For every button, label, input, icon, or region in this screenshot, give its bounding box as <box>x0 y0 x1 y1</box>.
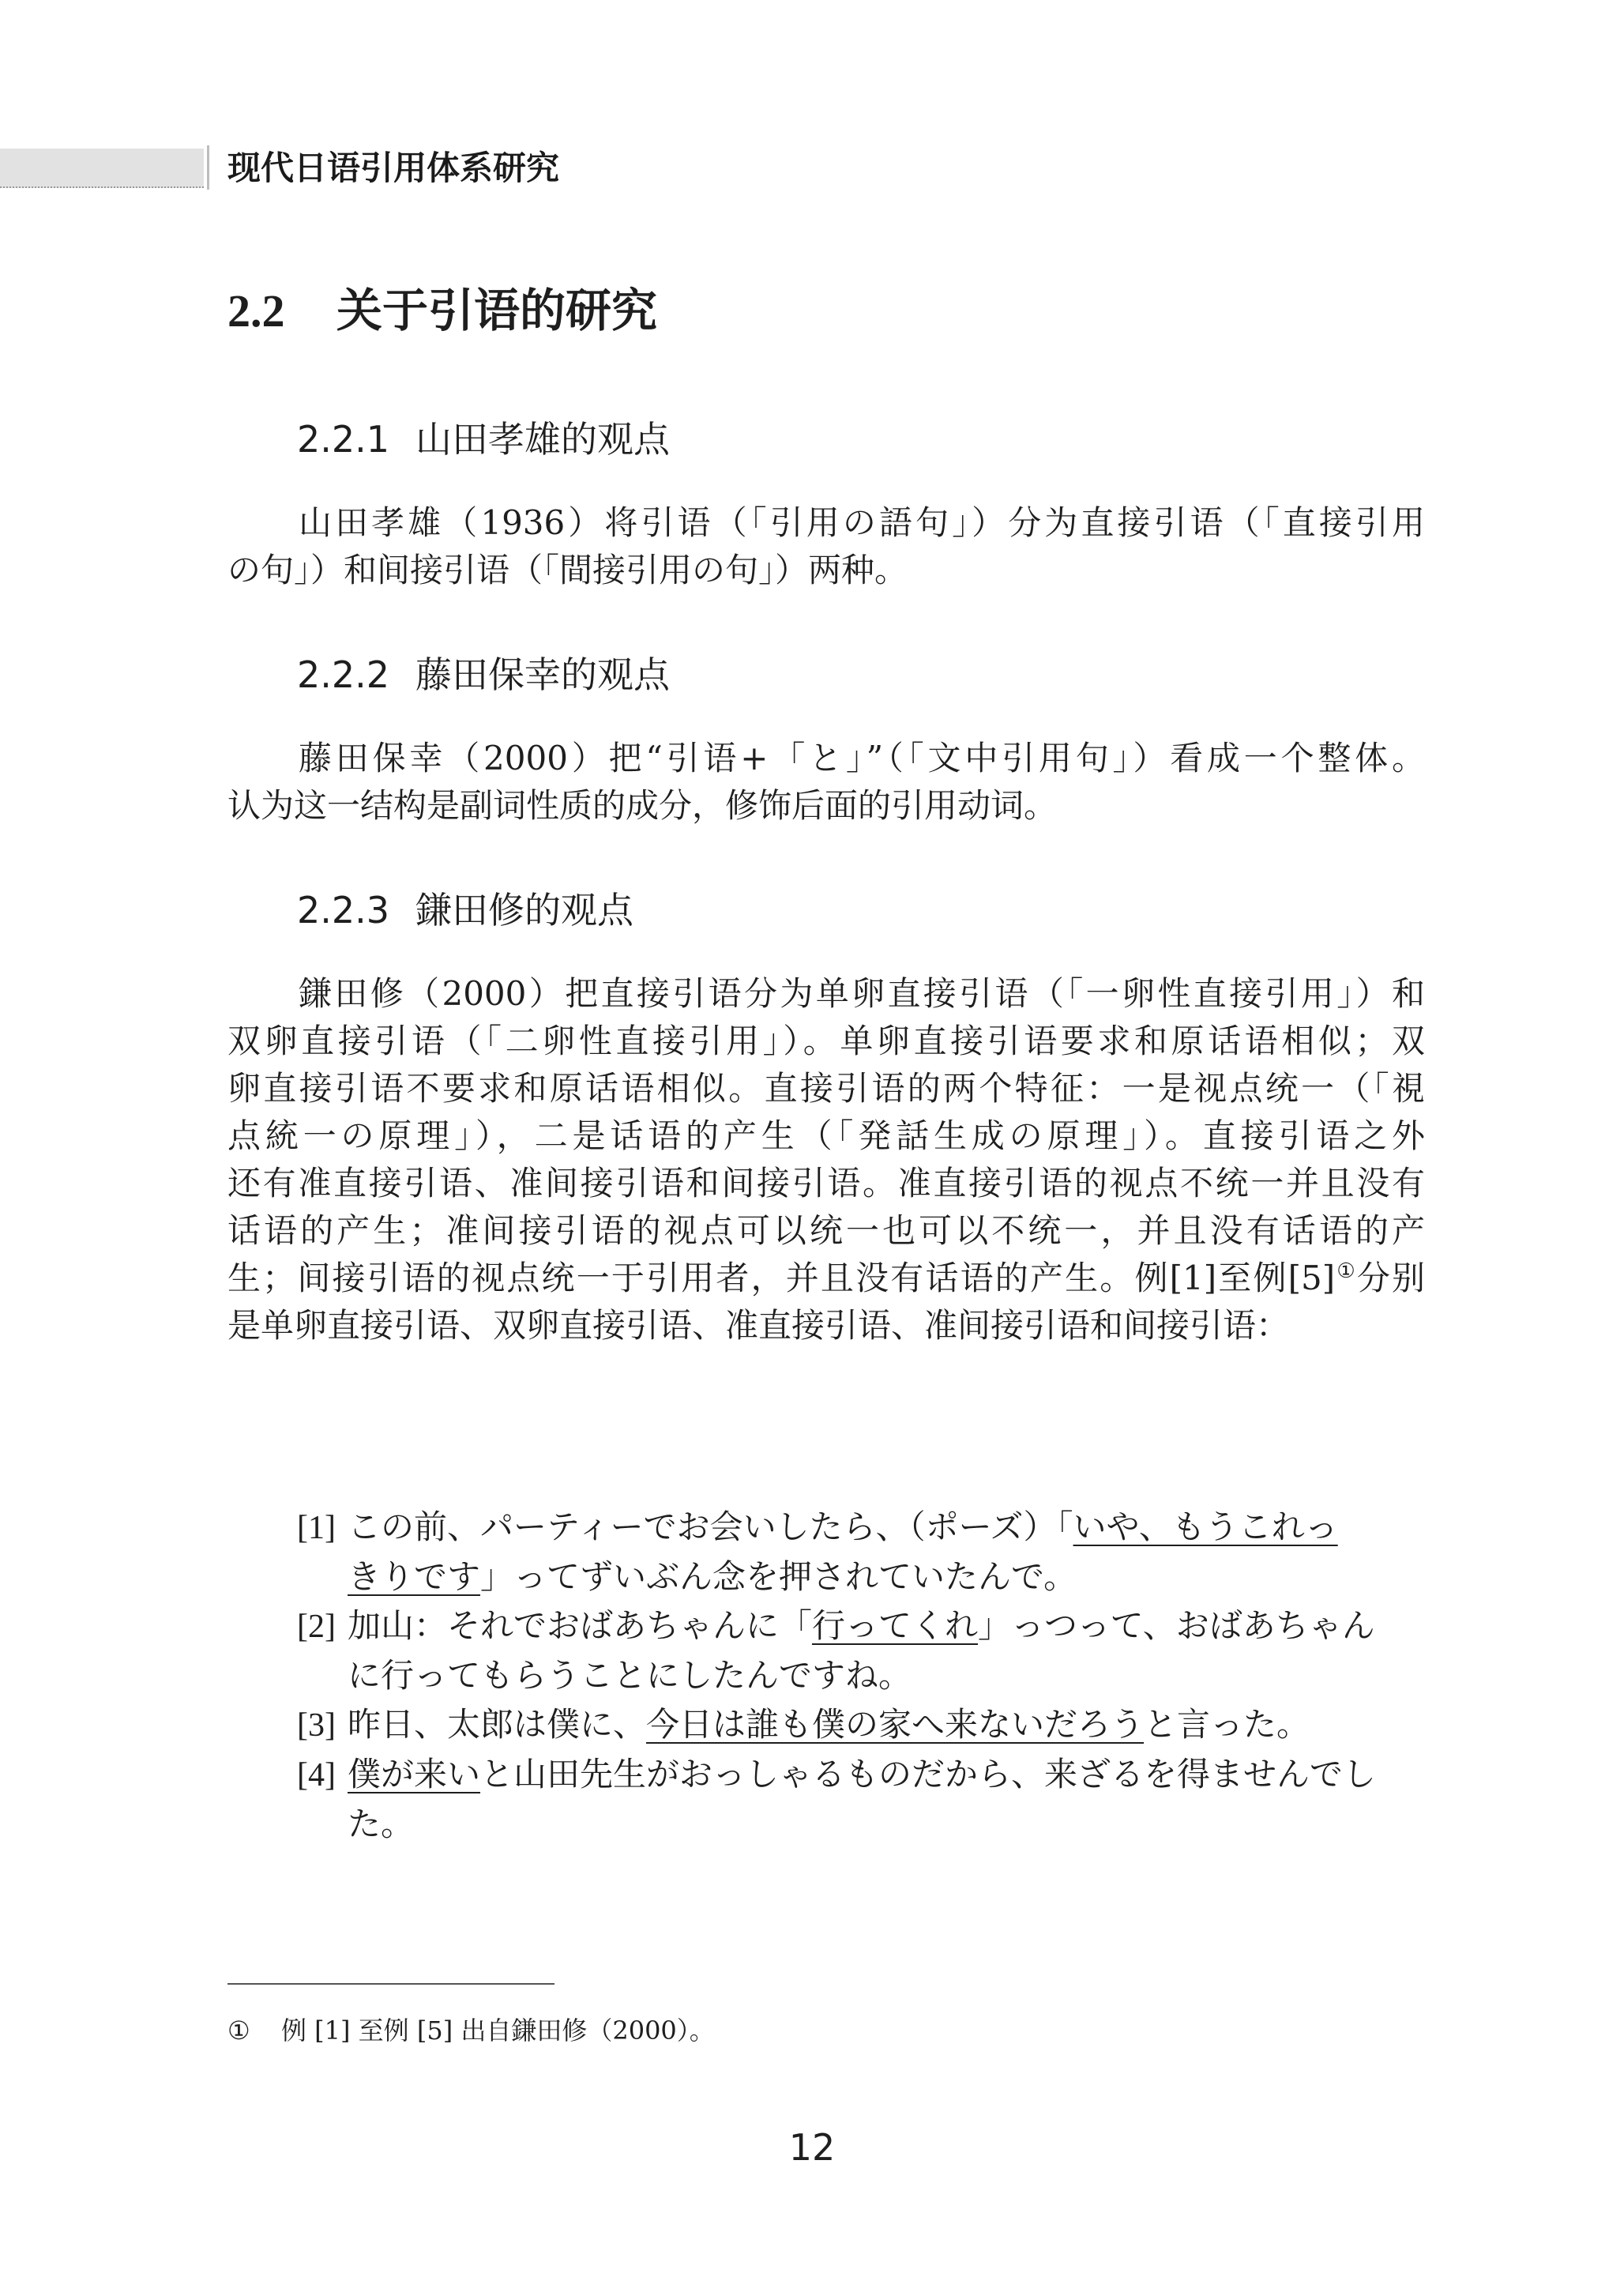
example-text: 」ってずいぶん念を押されていたんで。 <box>480 1557 1077 1596</box>
example-list <box>297 1503 1425 1849</box>
paragraph-line: の句」）和间接引语（「間接引用の句」）两种。 <box>227 551 908 589</box>
example-underlined-quote: きりです <box>348 1557 481 1596</box>
example-number: [4] <box>297 1757 336 1793</box>
header-divider <box>207 145 209 190</box>
subsection-heading-2-2-2 <box>297 653 670 697</box>
section-title: 关于引语的研究 <box>336 284 658 337</box>
paragraph-line: 认为这一结构是副词性质的成分，修饰后面的引用动词。 <box>227 786 1058 825</box>
paragraph-line: 山田孝雄（1936）将引语（「引用の語句」）分为直接引语（「直接引用 <box>299 503 1425 542</box>
footnote <box>227 2013 715 2048</box>
example-text: と山田先生がおっしゃるものだから、来ざるを得ませんでし <box>480 1755 1377 1793</box>
paragraph-line: 鎌田修（2000）把直接引语分为单卵直接引语（「一卵性直接引用」）和 <box>299 974 1425 1013</box>
example-item-1 <box>297 1503 1425 1552</box>
paragraph-line-tail: 分别 <box>1356 1259 1425 1297</box>
example-item-1-cont <box>297 1552 1425 1601</box>
paragraph-2-2-3 <box>227 970 1425 1349</box>
example-underlined-quote: 今日は誰も僕の家へ来ないだろう <box>646 1705 1145 1744</box>
paragraph-line: 点統一の原理」），二是话语的产生（「発話生成の原理」）。直接引语之外 <box>227 1116 1425 1155</box>
paragraph-line: 藤田保幸（2000）把“引语+「と」”（「文中引用句」）看成一个整体。 <box>299 739 1425 777</box>
subsection-heading-2-2-1 <box>297 417 670 461</box>
footnote-divider <box>227 1983 554 1985</box>
subsection-number: 2.2.3 <box>297 889 390 932</box>
example-item-2-cont <box>297 1651 1425 1700</box>
subsection-title: 藤田保幸的观点 <box>415 653 670 696</box>
example-number: [2] <box>297 1609 336 1645</box>
example-number: [3] <box>297 1707 336 1744</box>
paragraph-line: 双卵直接引语（「二卵性直接引用」）。单卵直接引语要求和原话语相似；双 <box>227 1022 1425 1060</box>
subsection-number: 2.2.2 <box>297 653 390 696</box>
paragraph-line: 话语的产生；准间接引语的视点可以统一也可以不统一，并且没有话语的产 <box>227 1211 1425 1250</box>
example-text: に行ってもらうことにしたんですね。 <box>348 1656 912 1695</box>
example-text: 」っつって、おばあちゃん <box>978 1606 1375 1645</box>
running-head: 现代日语引用体系研究 <box>227 149 560 187</box>
example-underlined-quote: 行ってくれ <box>812 1606 979 1645</box>
example-item-2 <box>297 1601 1425 1651</box>
section-number: 2.2 <box>227 285 285 337</box>
footnote-mark: ① <box>227 2015 250 2046</box>
paragraph-line: 卵直接引语不要求和原话语相似。直接引语的两个特征：一是视点统一（「視 <box>227 1069 1425 1108</box>
subsection-number: 2.2.1 <box>297 418 390 461</box>
example-text: と言った。 <box>1144 1705 1310 1744</box>
example-underlined-quote: 僕が来い <box>348 1755 481 1793</box>
subsection-title: 山田孝雄的观点 <box>415 418 670 461</box>
page-number: 12 <box>788 2126 836 2169</box>
footnote-text: 例 [1] 至例 [5] 出自鎌田修（2000）。 <box>281 2015 715 2046</box>
subsection-heading-2-2-3 <box>297 888 633 932</box>
subsection-title: 鎌田修的观点 <box>415 889 633 932</box>
paragraph-line: 是单卵直接引语、双卵直接引语、准直接引语、准间接引语和间接引语： <box>227 1306 1290 1345</box>
example-item-3 <box>297 1700 1425 1750</box>
example-text: この前、パーティーでお会いしたら、（ポーズ）「 <box>348 1507 1073 1546</box>
example-item-4-cont <box>297 1800 1425 1849</box>
section-heading <box>227 283 657 339</box>
paragraph-line <box>227 1255 1425 1302</box>
header-shade-bar <box>0 149 204 188</box>
footnote-reference[interactable]: ① <box>1335 1259 1357 1283</box>
example-text: た。 <box>348 1805 415 1843</box>
paragraph-2-2-1 <box>227 499 1425 594</box>
paragraph-line: 还有准直接引语、准间接引语和间接引语。准直接引语的视点不统一并且没有 <box>227 1164 1425 1202</box>
example-item-4 <box>297 1750 1425 1800</box>
example-underlined-quote: いや、もうこれっ <box>1073 1507 1338 1546</box>
paragraph-2-2-2 <box>227 735 1425 830</box>
example-text: 加山：それでおばあちゃんに「 <box>348 1606 813 1645</box>
example-text: 昨日、太郎は僕に、 <box>348 1705 647 1744</box>
paragraph-line-text: 生；间接引语的视点统一于引用者，并且没有话语的产生。例[1]至例[5] <box>227 1259 1336 1297</box>
example-number: [1] <box>297 1510 336 1546</box>
